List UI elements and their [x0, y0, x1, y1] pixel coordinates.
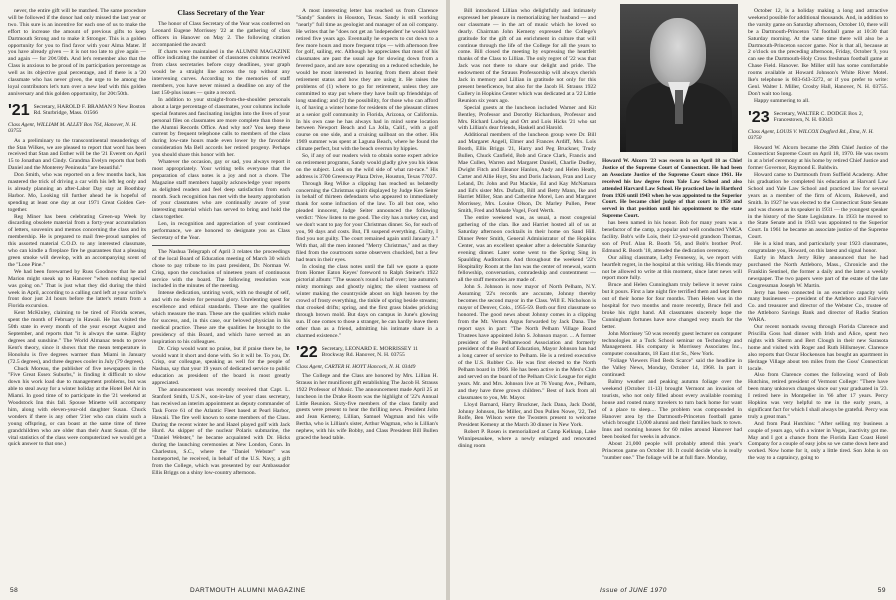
- paragraph: October 12, is a holiday making a long and attractive weekend possible for additional thousands. And, in addition to the varsity game on Saturday afternoon, October 10, there will be a Dartmouth-Princeton '74 football game at 10:30 that Saturday morning. At the same time there will also be a Dartmouth-Princeton soccer game. Nor is that all, because at 2 o'clock on the preceding afternoon, Friday, October 9, you can see the Dartmouth-Holy Cross freshman football game at Chase Field. Hanover. Ike Miller still has some comfortable rooms available at Howard Johnson's White River Motel. Ike's telephone is 603-643-3272, or if you prefer to write: Genl. Walter I. Miller, Crosby Hall, Hanover, N. H. 03755. Don't wait too long.: [748, 8, 888, 97]
- class-year: '21: [8, 101, 30, 119]
- paragraph: Kent McKinley, claiming to be tired of Florida scenes, spent the month of February in Hawaii. He has visited the 50th state in every month of the year except August and September, and reports that "it is always the same. Eighty degrees and sunshine." The World Almanac tends to prove Kent's theory, since it shows that the mean temperature in Honolulu is five degrees warmer than Miami in January (72.5 degrees), and three degrees cooler in July (79 degrees).: [8, 310, 146, 365]
- paragraph: Jerry has been connected in an executive capacity with many businesses — president of the Attleboro and Fairview Co. and treasurer and director of the Webster Co., trustee of the Attleboro Savings Bank and director of Radio Station WARA.: [748, 289, 888, 324]
- paragraph: The College and the Class are honored by Mrs. Lillian H. Strauss in her munificent gift establishing The Jacob H. Strauss 1922 Professor of Music. The announcement made April 25 at luncheon in the Drake Room was the highlight of '22's Annual Little Reunion. Sixty-five members of the class family and guests were present to hear the thrilling news. President John and Jean Kemeny, Lillian, Samuel Wagman and his wife Bertha, who is Lillian's sister, Arthur Wagman, who is Lillian's nephew, with his wife Bobby, and Class President Bill Bullen graced the head table.: [296, 372, 438, 442]
- class23-header: [748, 108, 888, 126]
- paragraph: Howard W. Alcorn became the 28th Chief Justice of the Connecticut Supreme Court on April 18, 1970. He was sworn in at a brief ceremony at his home by retired Chief Justice and former Governor, Raymond E. Baldwin.: [748, 144, 888, 172]
- paragraph: We had been forewarned by Russ Goodnow that he and Marion might sneak up to Hanover "when nothing special was going on." That is just what they did during the third week in April, according to a calling card left at your scribe's front door just 24 hours before the latter's return from a Florida excursion.: [8, 268, 146, 310]
- paragraph: In addition to your straight-from-the-shoulder personals about a large percentage of classmates, your columns include special features and fascinating insights into the lives of your personal files on classmates are more complete than those in the Alumni Records Office. And why not? You keep these current by frequent telephone calls to members of the class during low-rate hours made even lower by the favorable consideration Ma Bell accords her retired progeny. Perhaps you should share this honor with her.: [152, 96, 290, 159]
- paragraph: Robert P. Rosen is memorialized at Camp Kelknap, Lake Winnipesaukee, where a newly enlarged and renovated dining room: [458, 429, 596, 450]
- paragraph: Chuck Moreau, the publisher of five newspapers in the "Five Great Essex Suburbs," is finding it difficult to slow down his work load due to management problems, but was able to steal away for a winter holiday at the Hotel Bel Air in Miami. In good time of to participate in the '21 weekend at Woodstock Inn this fall. Spouse Minette will accompany him, along with eleven-year-old daughter Susan. Chuck wonders if there is any other '21er who can claim such a young offspring, or can boast at the same time of three grandchildren who are older than their Aunt Susan. (If the vital statistics of the class were computerized we would get a quick answer to that one.): [8, 365, 146, 448]
- class-secretary: Secretary, HAROLD F. BRAMAN 9 New Boston Rd. Sturbridge, Mass. 01566: [33, 103, 146, 117]
- class-secretary: Secretary, LEONARD E. MORRISSEY 11 Brockway Rd. Hanover, N. H. 03755: [321, 345, 419, 358]
- photo-caption: Howard W. Alcorn '23 was sworn in on April 18 as Chief Justice of the Supreme Court of Connecticut. He had been an Associate Justice of the Supreme Court since 1961. He received his law degree from Yale Law School and also attended Harvard Law School. He practiced law in Hartford from 1926 until 1943 when he was appointed to the Superior Court. He became chief judge of that court in 1959 and served in that position until his appointment to the state Supreme Court.: [602, 158, 742, 220]
- page-number: 59: [877, 587, 886, 594]
- class-year: '23: [748, 108, 770, 126]
- class-secretary: Secretary, WALTER C. DODGE Box 2, Francestown, N. H. 03043: [773, 110, 864, 124]
- left-column-1: [8, 8, 146, 583]
- paragraph: And from Paul Hutchins: "After selling my business a couple of years ago, with a winter in Vegas, inactivity got me. May and I got a chance from the Florida East Coast Hotel Company for a couple of easy jobs so we came down here and worked. Now home for it, only a little tired. Son John is on the way to a captaincy, going to: [748, 420, 888, 462]
- class-agent: Class Agent, CARTER H. HOYT Hancock, N. H. 03449: [296, 363, 416, 370]
- paragraph: In closing the class notes until the fall we quote a quote from Homer Eaton Keyes' foreword to Ralph Steiner's 1922 pictorial album: "The season's round is half over; late autumn's misty mornings and ghostly nights; the silent vastness of winter making the countryside about on high heaven by the crowd of frosty everything, the tinkle of spring beside streams; that crooked drifts; spring, and the first grass blades pricking through brown mold. But days on campus in June's glowing sun. If one comes to those a stranger, he can hardly leave them other than as a friend, admitting his intimate share in a charmed existence.": [296, 263, 438, 339]
- paragraph: Our ailing classmate, Lefty Fennessy, is, we report with heartfelt regret, in the hospital at this writing. His friends may not be allowed to write at this moment, since later news will report more fully.: [602, 254, 742, 282]
- paragraph: John S. Johnson is now mayor of North Pelham, N.Y. Assuming '22's records are accurate, Johnny thereby becomes the second mayor in the Class. Will E. Nicholson is mayor of Denver, Colo., 1955-59. Both our first classmate so honored. The good news about Johnny comes in a clipping from the Mt. Vernon Argus forwarded by Jack Dana. The report says in part: "The North Pelham Village Board Trustees have appointed John S. Johnson mayor. ... A former president of the Pelhamwood Association and formerly president of the Board of Education, Mayor Johnson has had a long career of service to Pelham. He is a retired executive of the U.S. Rubber Co. He was first elected to the North Pelham board in 1966. He has been active in the Men's Club and served on the board of the Pelham Civic League for eight years. Mr. and Mrs. Johnson live at 76 Young Ave., Pelham, and they have three grown children." Best of luck from all classmates to you, Mr. Mayor.: [458, 284, 596, 401]
- paragraph: A most interesting letter has reached us from Clarence "Sandy" Sanders in Houston, Texas. Sandy is still working "nearly" full time as geologist and manager of an oil company. He writes that he "does not get an 'independent' he would have retired five years ago. Eventually he expects to cut down to a few more hours and more frequent trips — with afternoon free for golf, sailing, etc. Although he appreciates that most of his classmates are past the usual age for slowing down from a fevered pace, and are now operating on a reduced schedule, he would be most interested in hearing from them about their retirement status and how they are using it. He raises the problems of (1) where to go for retirement, unless they are committed to stay put where they have built up friendships of long standing; and (2) the possibility, for those who can afford it, of having a winter home for residents of the pleasant climes at a senior golf community in Florida, Arizona, or California. In his own case he has always had in mind some location between Newport Beach and La Jolla, Calif., with a golf course on one side, and a cruising sailboat on the other. His 1969 summer was spent at Laguna Beach, where he found the climate perfect, but with the beach overrun by hippies.: [296, 8, 438, 153]
- paragraph: The honor of Class Secretary of the Year was conferred on Leonard Eugene Morrissey '22 at the gathering of class officers in Hanover on May 2. The following citation accompanied the award:: [152, 20, 290, 48]
- paragraph: Whatever the occasion, gay or sad, you always report it most appropriately. Your writing tells everyone that the preparation of class notes is a joy and not a chore. The Magazine staff members happily acknowledge your reports as delighted readers and feel deep satisfaction from each month. Such recognition has met with the hearty approbation of your classmates who are continually aware of your interesting material which has served to bring and hold the class together.: [152, 159, 290, 221]
- paragraph: Intense dedication, untiring work, with no thought of self, and with no desire for personal glory. Unrelenting quest for excellence and ethical standards. These are the qualities which measure the man. These are the qualities which make for success, and, in this case, our beloved physician in his medical practice. These are the qualities he brought to the presidency of this Board, and which have served as an inspiration to his colleagues.: [152, 290, 290, 345]
- issue-date: Issue of JUNE 1970: [600, 587, 667, 594]
- paragraph: Dr. Crisp would want no praise, but if praise there be, he would want it short and done with. So it will be. To you, Dr. Crisp, our colleague, speaking as well for the people of Nashua, say that your 19 years of dedicated service to public education as president of the board is most greatly appreciated.: [152, 345, 290, 387]
- photo-head: [650, 18, 706, 88]
- left-column-3: [296, 8, 438, 583]
- right-column-2: [602, 158, 742, 583]
- paragraph: The announcement was recently received that Capt. L. Stanford Smith, U.S.N., son-in-law of your class secretary, has received an interim appointment as deputy commander of Task Force 61 of the Atlantic Fleet based at Pearl Harbor, Hawaii. The fire well known to some members of the Class. During the recent winter he and Hazel played golf with Jack Hurd. As skipper of the nuclear Polaris submarine, the "Daniel Webster," he became acquainted with Dr. Hicks during the launching ceremonies at New London, Conn. In Charleston, S.C., where the "Daniel Webster" was homeported, he received, in behalf of the U.S. Navy, a gift from the College, which was presented by our Ambassador Ellis Briggs on a shiny low-country afternoon.: [152, 387, 290, 476]
- paragraph: never, the entire gift will be matched. The same procedure will be followed if the donor had only missed the last year or two. This sure is an incentive for each one of us to make the effort to increase the amount of previous gifts to keep Dartmouth Strong and to make it Stronger. This is a golden opportunity for you to find favor with your Alma Mater. If you have already given — it is not too late to give again — and again — for 20¢/30th. And let's remember also that the Class is anxious to be proud of its participation percentage as well as its objective goal percentage, and if there is a '20 classmate who has never given, the urge to be among the loyal contributors let's turn over a new leaf with this golden anniversary and this golden opportunity, for 20¢/50th.: [8, 8, 146, 97]
- paragraph: Additional members of the luncheon group were Dr. Bill and Margaret Angell, Elmer and Frances Ardiff, Mrs. Lois Booth, Ellis Briggs '21, Harry and Peg Bruckner, Trudy Bullen, Chuck Canfield, Bob and Grace Clark, Francis and Mae Cullen, Warren and Margaret Daniell, Charlie Dudley, Dwight Fitch and Eleanor Hanlon, Andy and Helen Heath, Carter and Allie Hoyt, Stu and Doris Jackson, Fran and Lucy Leland, Dr. John and Pat Mackie, Ed and Kay McNamara and Ed's sister Mrs. Dufault, Bill and Betty Mann, Ike and Harriet Miller, Stan and Catherine Morel, Len and Margaret Morrissey, Mrs. Louise Olson, Dr. Marley Pullen, Peter Smith, Fred and Maude Vogel, Ford Werth.: [458, 132, 596, 215]
- left-column-2: [152, 8, 290, 583]
- paragraph: Reg Miner has been celebrating Green-up Week by discarding obsolete material from a forty-year accumulation of letters, souvenirs and memos concerning the class and its membership. He is prepared to mail free-proud samples of this assorted material C.O.D. to any interested classmate, who can kindle a fireplace fire he guarantees that a pleasing green smoke will develop, with an accompanying scent of the "Lone Pine.": [8, 213, 146, 268]
- class-year: '22: [296, 343, 318, 361]
- paragraph: Don Smith, who was reported on a few months back, has mastered the trick of driving a car with his left leg only and is already planning an after-Labor Day stay at Boothbay Harbor. Mo, Looking till further ahead he is hopeful of spending at least one day at our 1971 Great Golden Get-together.: [8, 172, 146, 213]
- paragraph: "Foliage Viewers Find Beds Scarce" said the headline in the Valley News, Monday, October 14, 1968. In part it continued:: [602, 358, 742, 379]
- paragraph: If charts were maintained in the ALUMNI MAGAZINE office indicating the number of classnotes columns received from class secretaries before copy deadlines, your graph would be a straight line across the top without any intervening curves. According to the memories of staff members, you have never missed a deadline on any of the last 150-plus issues — quite a record.: [152, 48, 290, 96]
- paragraph: The Nashua Telegraph of April 3 relates the proceedings of the local Board of Education meeting of March 30 which chose to pay tribute to its past president, Dr. Norman W. Crisp, upon the conclusion of nineteen years of continuous service with the board. The following resolution was included in the minutes of the meeting.: [152, 248, 290, 290]
- class-agent: Class Agent, WILLIAM M. ALLEY Box 764, Hanover, N. H. 03755: [8, 121, 137, 135]
- paragraph: Howard came to Dartmouth from Suffield Academy. After his graduation he completed his education at Harvard Law School and Yale Law School and practiced law for several years as a member of the firm of Alcorn, Bakewell, and Smith. In 1927 he was elected to the Connecticut State Senate and was chosen as its speaker in 1931 — the youngest speaker in the history of the State Legislature. In 1933 he moved to the State Senate and in 1943 was appointed to the Superior Court. In 1961 he became an associate justice of the Supreme Court.: [748, 172, 888, 241]
- class20-continued-text: [8, 8, 146, 98]
- paragraph: Special guests at the luncheon included Warner and Kit Bentley, Professor and Dorothy Richardson, Professor and Mrs. Richard Ludwig and Ort and Lois Hicks '21 who sat with Lillian's dear friends, Haskell and Harold.: [458, 104, 596, 132]
- right-column-3: [748, 8, 888, 583]
- class22-header: [296, 343, 438, 361]
- paragraph: Balmy weather and peaking autumn foliage over the weekend (October 11-13) brought Vermont an invasion of tourists, who not only filled about every available rooming house and routed many travelers to turn back home for want of a place to sleep.... The problem was compounded in Hanover area by the Dartmouth-Princeton football game which brought 13,000 alumni and their families back to town. Inns and rooming houses for 60 miles around Hanover had been booked for weeks in advance.: [602, 379, 742, 441]
- paragraph: The entire weekend was, as usual, a most congenial gathering of the clan. Ike and Harriet hosted all of us at Saturday afternoon cocktails in their home on Sand Hill. Dinner Peter Smith, General Administrator of the Hopkins Center, was an excellent speaker after a delectable Saturday evening dinner. Later some went to the Spring Sing in Spaulding Auditorium. And throughout the weekend '22's Hospitality Room at the Inn was the center of renewal, warm fellowship, conversation, comradeship and contentment — all the stuff memories are made of.: [458, 215, 596, 284]
- class21-header: [8, 101, 146, 119]
- paragraph: Lloyd Barnard, Harry Bruckner, Jack Dana, Jack Dodd, Johnny Johnson, Ike Miller, and Don Pullen Nowe, '22, Ted Rolfe, Ben Wilson were the Twosters present to welcome President Kemeny at the March 30 dinner in New York.: [458, 401, 596, 429]
- paragraph: Len, in recognition and appreciation of your continued performance, we are honored to designate you as Class Secretary of the Year.: [152, 221, 290, 241]
- divider: [152, 245, 290, 246]
- paragraph: He is a kind man, and particularly your 1923 classmates, congratulate you, Howard, on this latest and signal honor.: [748, 241, 888, 255]
- magazine-name: DARTMOUTH ALUMNI MAGAZINE: [190, 587, 306, 594]
- paragraph: John Morrissey '50 was recently guest lecturer on computer technologies at a Tuck School seminar on Technology and Management. His company is Morrissey Associates Inc., computer consultants, 18 East 41st St., New York.: [602, 330, 742, 358]
- paragraph: About 21,000 people will probably attend this year's Princeton game on October 10. It could decide who is really "number one." The foliage will be at full flare. Monday,: [602, 441, 742, 461]
- left-page: [0, 0, 446, 600]
- class-agent: Class Agent, LOUIS V. WILCOX Dogford Rd., Etna, N. H. 03750: [748, 128, 874, 142]
- paragraph: Also from Clarence comes the following word of Bob Hutchins, retired president of Vermont College: "There have been many unknown changes since our year graduated in '23. I retired here in Montpelier in '66 after 17 years. Percy Hopkins was very helpful to me in the early years, a significant fact for which I shall always be grateful. Percy was truly a great man.": [748, 372, 888, 420]
- right-page: [450, 0, 896, 600]
- photo-tie: [675, 90, 683, 124]
- paragraph: Bill introduced Lillian who delightfully and intimately expressed her pleasure in memorializing her husband — and our classmate — in the art of music which he loved so dearly. Chairman John Kemeny expressed the College's gratitude for the gift of an enrichment in culture that will continue through the life of the College for all the years to come. Bill closed the meeting by expressing the heartfelt thanks of the Class to Lillian. The only regret of '22 was that Jack was not there to share our delight and pride. The endowment of the Strauss Professorship will always cherish Jack in memory and Lillian in gratitude not only for this present beneficence, but also for the Jacob H. Strauss 1922 Gallery in Hopkins Center which was dedicated at a '22 Little Reunion six years ago.: [458, 8, 596, 104]
- portrait-photo: [620, 4, 738, 152]
- feature-title: Class Secretary of the Year: [177, 8, 265, 17]
- paragraph: has been named in his honor. Bob for many years was a benefactor of the camp, a popular and well conducted YMCA facility. Bob's wife Lois, their 12-year-old grandson Thomas, son of Prof. Alan R. Booth '56, and Bob's brother Prof. Edmund R. Booth '18, attended the dedication ceremony.: [602, 220, 742, 254]
- paragraph: So, if any of our readers wish to obtain some expert advice on retirement programs, Sandy would gladly give you his ideas on the subject. Look on the wild side of what rat-race." His address is 3700 Greenway Plaza Drive, Houston, Texas 77027.: [296, 153, 438, 180]
- page-number: 58: [10, 587, 19, 594]
- paragraph: Bruce and Helen Cunningham truly believe it never rains but it pours. First a late night fire terrified them and kept them out of their home for four months. Then Helen was in the hospital for two months and more recently, Bruce fell and broke his right hand. All classmates sincerely hope the Cunningham fortunes have now changed very much for the better.: [602, 282, 742, 330]
- class21-notes: [8, 138, 146, 449]
- paragraph: As a preliminary to the transcontinental meanderings of the Stan Wilkes, we are pleased to report that word has been received that Stan and Esther will be the '21 Everett on April 15 to Jonathan and Cindy. Grandma Evelyn reports that both Daniel and the Monterey Peninsula "are beautiful.": [8, 137, 146, 172]
- paragraph: Through Reg Wilke a clipping has reached us belatedly concerning the Christmas spirit displayed by Judge Ken Seiter in behalf of thirteen defendants who appeared to immediately thank for some infraction of the law. To all but one, who pleaded innocent, Judge Seiter announced the following verdict: "Now listen to me good. The city has a turkey cut, and we don't want to pay for your Christmas dinner. So, for each of you, 90 days and costs. But, I'll suspend everything. Guilty, I find you not guilty. The court remained again until January 3." With that, all the men intoned "Merry Christmas," and as they filed from the courtroom some observers chuckled, but a few had tears in their eyes.: [296, 180, 438, 263]
- right-column-1: [458, 8, 596, 583]
- paragraph: Our recent nomads swung through Florida Clarence and Priscilla Goss had dinner with Irish and Alice, spent two nights with Sherm and Bert Clough in their new Sarasota home and visited with Roger and Ruth Hillsmeyer. Clarence also reports that Oscar Hockenson has bought an apartment in Heritage Village about ten miles from the Goss' Connecticut locale.: [748, 324, 888, 372]
- paragraph: Happy summering to all.: [754, 97, 810, 104]
- paragraph: Early in March Jerry Riley announced that he had purchased the North Attleboro, Mass., Chronicle and the Franklin Sentinel, the former a daily and the latter a weekly newspaper. The two papers were part of the estate of the late Congressman Joseph W. Martin.: [748, 255, 888, 289]
